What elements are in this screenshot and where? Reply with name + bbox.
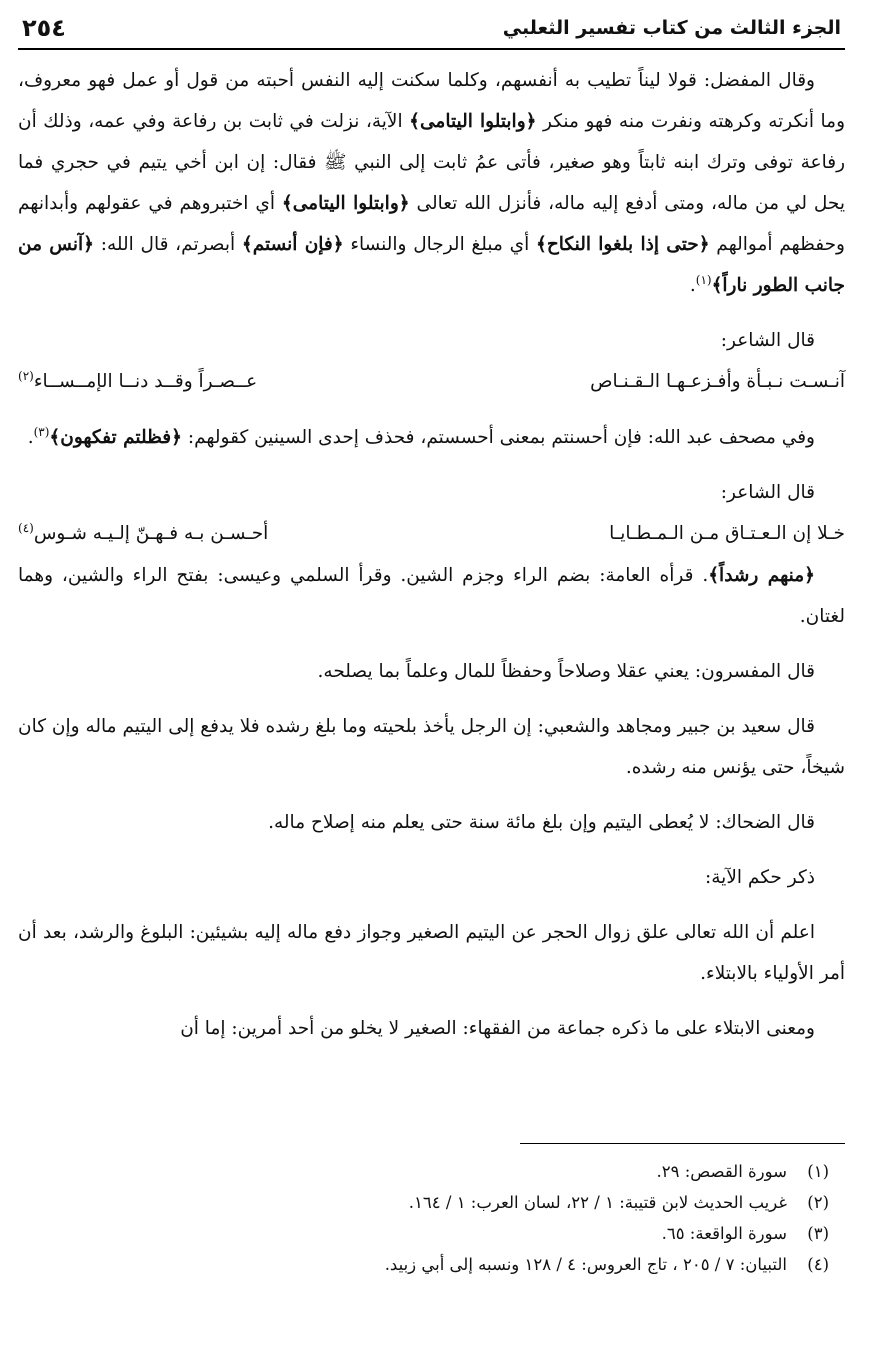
paragraph-ibtila: ومعنى الابتلاء على ما ذكره جماعة من الفقهاء: الصغير لا يخلو من أحد أمرين: إما أن — [180, 1018, 815, 1039]
verse-first-hemistich: آنـسـت نـبـأة وأفـزعـهـا الـقـنـاص — [590, 371, 845, 392]
quran-quote: ﴿منهم رشداً﴾ — [708, 565, 815, 586]
verse-second-hemistich: أحـسـن بـه فـهـنّ إلـيـه شـوس — [33, 523, 269, 544]
quran-quote: ﴿فظلتم تفكهون﴾ — [49, 427, 182, 448]
footnote-ref: (١) — [695, 272, 712, 287]
poem-verse — [18, 361, 845, 403]
poem-verse — [18, 513, 845, 555]
paragraph-mufaddal — [18, 60, 845, 306]
text-run: وقال المفضل: قولا ليناً تطيب به أنفسهم، وكلما سكنت إليه النفس أحبته من قول أو عمل فهو معروف، وما أنكرته وكرهته ونفرت منه فهو منكر — [18, 70, 845, 132]
quran-quote: ﴿وابتلوا اليتامى﴾ — [281, 193, 410, 214]
page-header — [18, 14, 845, 50]
footnote-ref: (٤) — [18, 520, 34, 535]
paragraph-masahif — [18, 417, 845, 458]
footnote-text: التبيان: ٧ / ٢٠٥ ، تاج العروس: ٤ / ١٢٨ ونسبه إلى أبي زبيد. — [384, 1255, 787, 1274]
paragraph-dahhak: قال الضحاك: لا يُعطى اليتيم وإن بلغ مائة سنة حتى يعلم منه إصلاح ماله. — [268, 812, 815, 833]
footnote-text: سورة الواقعة: ٦٥. — [661, 1224, 787, 1243]
paragraph-saeed: قال سعيد بن جبير ومجاهد والشعبي: إن الرجل يأخذ بلحيته وما بلغ رشده فلا يدفع إلى اليتيم ماله وإن كان شيخاً، حتى يؤنس منه رشده. — [18, 716, 845, 778]
paragraph-rushd — [18, 555, 845, 637]
quran-quote: ﴿فإن أنستم﴾ — [241, 234, 344, 255]
footnote-text: غريب الحديث لابن قتيبة: ١ / ٢٢، لسان العرب: ١ / ١٦٤. — [408, 1193, 787, 1212]
running-title: الجزء الثالث من كتاب تفسير الثعلبي — [502, 17, 841, 39]
verse-first-hemistich: خـلا إن الـعـتـاق مـن الـمـطـايـا — [609, 523, 845, 544]
text-run: أبصرتم، قال الله: — [94, 234, 242, 255]
text-run: أي اختبروهم في عقولهم وأبدانهم وحفظهم أموالهم — [18, 193, 845, 255]
footnote-text: سورة القصص: ٢٩. — [656, 1162, 787, 1181]
document-page — [18, 14, 845, 1049]
footnote-item — [18, 1218, 829, 1249]
main-text — [18, 60, 845, 1049]
quran-quote: ﴿وابتلوا اليتامى﴾ — [409, 111, 537, 132]
text-run: . — [27, 427, 34, 448]
paragraph-hukm: اعلم أن الله تعالى علق زوال الحجر عن اليتيم الصغير وجواز دفع ماله إليه بشيئين: البلوغ والرشد، بعد أن أمر الأولياء بالابتلاء. — [18, 922, 845, 984]
footnote-number: (٢) — [807, 1193, 829, 1212]
quran-quote: ﴿حتى إذا بلغوا النكاح﴾ — [535, 234, 710, 255]
footnote-item — [18, 1249, 829, 1280]
text-run: الآية، نزلت في ثابت بن رفاعة وفي عمه، وذلك أن رفاعة توفى وترك ابنه ثابتاً وهو صغير، فأتى عمُ ثابت إلى النبي ﷺ فقال: إن ابن أخي يتيم في حجري فما يحل لي من ماله، ومتى أدفع إليه ماله، فأنزل الله تعالى — [18, 111, 846, 214]
footnote-item — [18, 1156, 829, 1187]
text-run: . قرأه العامة: بضم الراء وجزم الشين. وقرأ السلمي وعيسى: بفتح الراء والشين، وهما لغتان. — [18, 565, 845, 627]
footnote-ref: (٢) — [18, 368, 34, 383]
text-run: . — [689, 275, 696, 296]
poet-intro: قال الشاعر: — [720, 330, 815, 351]
section-heading: ذكر حكم الآية: — [705, 867, 815, 888]
verse-second-hemistich: عــصـراً وقــد دنــا الإمــســاء — [33, 371, 258, 392]
footnote-number: (١) — [807, 1162, 829, 1181]
footnote-item — [18, 1187, 829, 1218]
footnote-ref: (٣) — [33, 424, 50, 439]
footnotes — [18, 1143, 845, 1280]
text-run: وفي مصحف عبد الله: فإن أحسنتم بمعنى أحسستم، فحذف إحدى السينين كقولهم: — [181, 427, 815, 448]
text-run: أي مبلغ الرجال والنساء — [343, 234, 536, 255]
footnote-divider — [520, 1143, 845, 1144]
footnote-number: (٤) — [807, 1255, 829, 1274]
poet-intro: قال الشاعر: — [720, 482, 815, 503]
page-number: ٢٥٤ — [22, 14, 66, 42]
footnote-number: (٣) — [807, 1224, 829, 1243]
paragraph-mufassirun: قال المفسرون: يعني عقلا وصلاحاً وحفظاً للمال وعلماً بما يصلحه. — [317, 661, 815, 682]
quran-quote: ﴿آنس من جانب الطور ناراً﴾ — [18, 234, 845, 296]
